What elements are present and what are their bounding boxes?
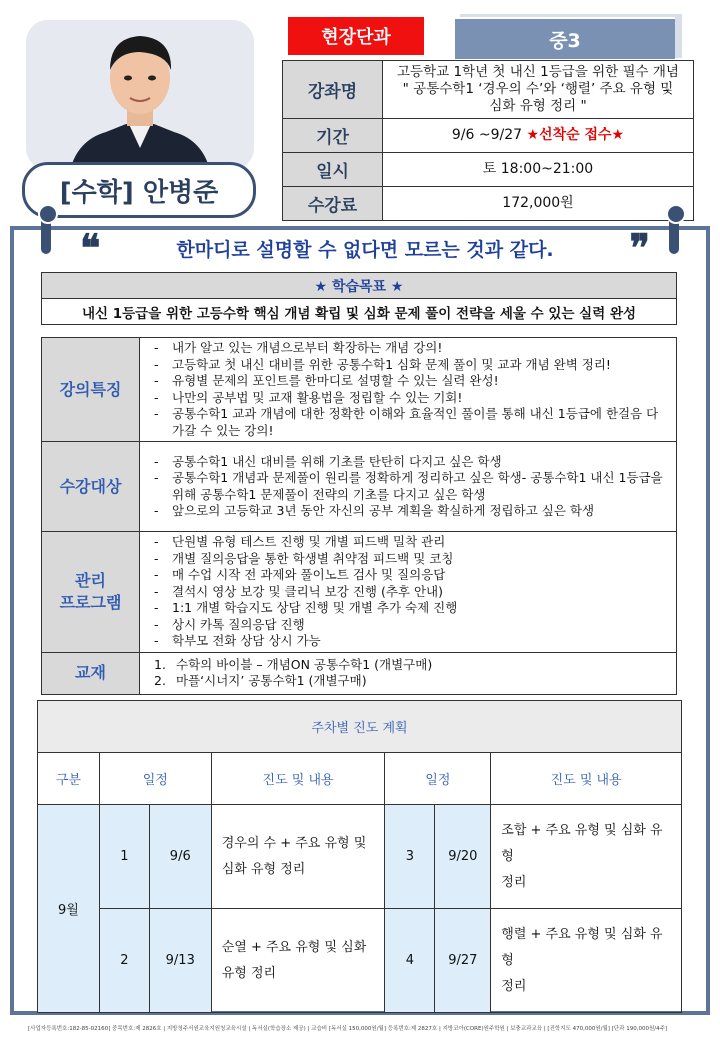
week-date: 9/13	[149, 909, 211, 1013]
management-label-line1: 관리	[75, 571, 106, 591]
content-line: 행렬 + 주요 유형 및 심화 유형	[501, 926, 663, 968]
table-row	[38, 805, 682, 909]
list-item	[154, 657, 668, 674]
content-line: 정리	[501, 978, 527, 994]
content-line: 순열 + 주요 유형 및 심화	[221, 939, 367, 955]
course-name-line3: 심화 유형 정리 "	[489, 97, 587, 114]
target-label: 수강대상	[42, 442, 140, 532]
week-date: 9/6	[149, 805, 211, 909]
right-pin-decoration	[669, 210, 679, 254]
learning-goal-title: ★ 학습목표 ★	[42, 273, 677, 299]
management-list	[140, 532, 676, 652]
list-number: 2.	[154, 673, 166, 688]
week-date: 9/20	[435, 805, 491, 909]
list-item: - 개별 질의응답을 통한 학생별 취약점 피드백 및 코칭	[154, 551, 668, 568]
list-item: - 유형별 문제의 포인트를 한마디로 설명할 수 있는 실력 완성!	[154, 373, 668, 390]
column-header-content-2: 진도 및 내용	[491, 753, 682, 805]
table-row	[38, 909, 682, 1013]
content-line: 조합 + 주요 유형 및 심화 유형	[501, 822, 663, 864]
fee-value: 172,000원	[383, 187, 694, 221]
column-header-date: 일정	[99, 753, 211, 805]
list-item: - 앞으로의 고등학교 3년 동안 자신의 공부 계획을 확실하게 정립하고 싶은 학생	[154, 503, 668, 520]
close-quote-icon: ❞	[629, 225, 650, 270]
week-content	[491, 805, 682, 909]
management-label-line2: 프로그램	[59, 592, 122, 612]
content-line: 심화 유형 정리	[221, 861, 306, 877]
textbook-list	[140, 655, 676, 692]
list-item: - 결석시 영상 보강 및 클리닉 보강 진행 (추후 안내)	[154, 584, 668, 601]
learning-goal-box	[41, 272, 677, 325]
period-dates: 9/6 ~9/27	[451, 126, 523, 143]
column-header-content: 진도 및 내용	[211, 753, 385, 805]
teacher-portrait-image	[26, 20, 254, 170]
learning-goal-text: 내신 1등급을 위한 고등수학 핵심 개념 확립 및 심화 문제 풀이 전략을 세울 수 있는 실력 완성	[42, 299, 677, 325]
course-name-value	[383, 61, 694, 119]
list-item: - 상시 카톡 질의응답 진행	[154, 617, 668, 634]
textbook-title: 수학의 바이블 – 개념ON 공통수학1 (개별구매)	[176, 656, 433, 672]
period-value	[383, 119, 694, 153]
left-pin-decoration	[41, 210, 51, 254]
target-content	[140, 442, 677, 532]
target-list	[140, 452, 676, 522]
course-name-line2: " 공통수학1 ‘경우의 수’와 ‘행렬’ 주요 유형 및	[402, 81, 674, 98]
management-content	[140, 532, 677, 653]
first-come-note: ★선착순 접수★	[526, 126, 625, 143]
open-quote-icon: ❝	[80, 225, 101, 270]
list-item	[154, 673, 668, 690]
month-cell: 9월	[38, 805, 100, 1013]
motto-text: 한마디로 설명할 수 없다면 모르는 것과 같다.	[176, 238, 554, 261]
week-number: 2	[99, 909, 149, 1013]
week-number: 4	[385, 909, 435, 1013]
column-header-category: 구분	[38, 753, 100, 805]
motto-banner	[80, 225, 650, 270]
period-label: 기간	[283, 119, 383, 153]
list-item: - 고등학교 첫 내신 대비를 위한 공통수학1 심화 문제 풀이 및 교과 개념 완벽 정리!	[154, 357, 668, 374]
list-item: - 공통수학1 내신 대비를 위해 기초를 탄탄히 다지고 싶은 학생	[154, 454, 668, 471]
course-info-table	[282, 60, 694, 221]
list-item: - 단원별 유형 테스트 진행 및 개별 피드백 밀착 관리	[154, 534, 668, 551]
list-item: - 공통수학1 교과 개념에 대한 정확한 이해와 효율적인 풀이를 통해 내신 1등급에 한걸음 다가갈 수 있는 강의!	[154, 406, 668, 439]
week-date: 9/27	[435, 909, 491, 1013]
content-line: 정리	[501, 874, 527, 890]
week-number: 3	[385, 805, 435, 909]
teacher-name: [수학] 안병준	[22, 162, 256, 218]
textbook-title: 마플‘시너지’ 공통수학1 (개별구매)	[176, 673, 367, 688]
teacher-photo	[26, 20, 254, 170]
week-content	[211, 909, 385, 1013]
week-content	[211, 805, 385, 909]
course-name-line1: 고등학교 1학년 첫 내신 1등급을 위한 필수 개념	[397, 64, 679, 81]
legal-footer: [사업자등록번호:182-85-02160] 중목번호:제 2826호 | 지방청주서원교육지원청교육시설 | 독서실(학습장소 제공) | 교습비 [독서실 150,000원/월] 등록번호:제 2827호 | 지방코아(CORE)원주학원 | 보충교과교육 | [진학지도 470,000원/월] [단과 190,000원/4주]	[28, 1026, 668, 1032]
column-header-date-2: 일정	[385, 753, 491, 805]
features-label: 강의특징	[42, 338, 140, 442]
grade-badge: 중3	[455, 17, 675, 59]
time-value: 토 18:00~21:00	[383, 153, 694, 187]
list-item: - 1:1 개별 학습지도 상담 진행 및 개별 추가 숙제 진행	[154, 600, 668, 617]
features-list	[140, 338, 676, 441]
textbook-content	[140, 652, 677, 694]
course-name-label: 강좌명	[283, 61, 383, 119]
list-item: - 나만의 공부법 및 교재 활용법을 정립할 수 있는 기회!	[154, 390, 668, 407]
weekly-schedule-table	[37, 700, 682, 1013]
fee-label: 수강료	[283, 187, 383, 221]
features-content	[140, 338, 677, 442]
week-content	[491, 909, 682, 1013]
content-line: 경우의 수 + 주요 유형 및	[221, 835, 367, 851]
textbook-label: 교재	[42, 652, 140, 694]
management-label	[42, 532, 140, 653]
list-item: - 학부모 전화 상담 상시 가능	[154, 633, 668, 650]
list-number: 1.	[154, 656, 166, 672]
course-details-table	[41, 337, 677, 695]
time-label: 일시	[283, 153, 383, 187]
schedule-title: 주차별 진도 계획	[38, 701, 682, 753]
course-type-badge: 현장단과	[288, 17, 424, 55]
week-number: 1	[99, 805, 149, 909]
list-item: - 공통수학1 개념과 문제풀이 원리를 정확하게 정리하고 싶은 학생- 공통수학1 내신 1등급을 위해 공통수학1 문제풀이 전략의 기초를 다지고 싶은 학생	[154, 470, 668, 503]
list-item: - 매 수업 시작 전 과제와 풀이노트 검사 및 질의응답	[154, 567, 668, 584]
list-item: - 내가 알고 있는 개념으로부터 확장하는 개념 강의!	[154, 340, 668, 357]
content-line: 유형 정리	[221, 965, 277, 981]
